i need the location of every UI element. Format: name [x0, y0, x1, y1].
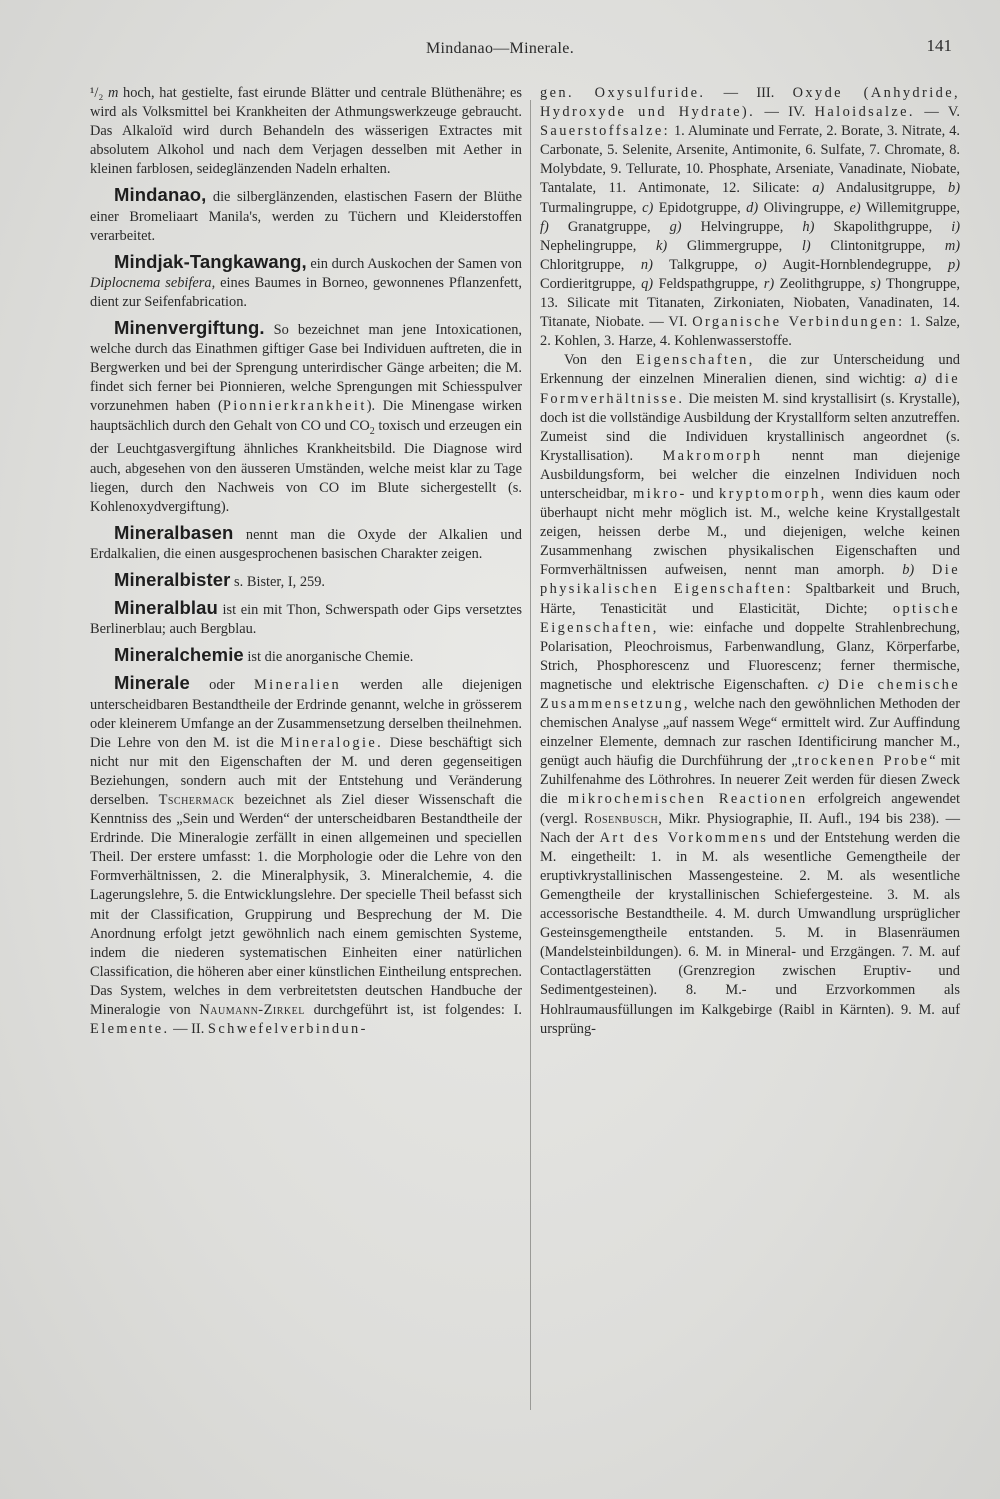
- list-marker: d): [746, 199, 759, 216]
- body-text: bezeichnet als Ziel dieser Wissenschaft die Kenntniss des „Sein und Werden“ der unterscheidbaren Bestandtheile der Erdrinde. Die Mineralogie zerfällt in einen allgemeinen und speciellen Theil. Der erstere umfasst: 1. die Morphologie oder die Lehre von den Formverhältnissen, 2. die Mineralphysik, 3. Mineralchemie, 4. die Lagerungslehre, 5. die Entwicklungslehre. Der specielle Theil befasst sich mit der Classification, Gruppirung und Besprechung der M. Die Anordnung erfolgt jetzt gewöhnlich nach einem gemischten Systeme, indem die niederen systematischen Einheiten einer natürlichen Classification, die höheren aber einer künstlichen Eintheilung entsprechen. Das System, welches in dem verbreitetsten deutschen Handbuche der Mineralogie von: [90, 791, 522, 1018]
- spaced-term: Pionnierkrankheit: [222, 398, 367, 415]
- left-column: [90, 84, 522, 1039]
- body-text: 1. Aluminate und Ferrate, 2. Borate, 3. Nitrate, 4. Carbonate, 5. Selenite, Arsenite, Antimonite, 6. Sulfate, 7. Chromate, 8. Molybdate, 9. Tellurate, 10. Phosphate, Arseniate, Vanadinate, Niobate, Tantalate, 11. Antimonate, 12. Silicate:: [540, 123, 960, 197]
- properties-paragraph: [540, 351, 960, 1038]
- headword: Mindjak-Tangkawang,: [114, 250, 307, 272]
- body-text: ist ein mit Thon, Schwerspath oder Gips versetztes Berlinerblau; auch Bergblau.: [90, 602, 522, 638]
- page-header: [0, 36, 1000, 60]
- entry-mineralblau: [90, 598, 522, 639]
- spaced-term: Die physikalischen Eigenschaften:: [540, 562, 960, 598]
- headword: Mineralbister: [114, 569, 231, 591]
- list-marker: l): [801, 237, 811, 254]
- body-text: Spaltbarkeit und Bruch, Härte, Tenasticität und Elasticität, Dichte;: [540, 581, 961, 617]
- spaced-term: kryptomorph,: [719, 485, 827, 502]
- body-text: [914, 562, 932, 578]
- spaced-term: Organische Verbindungen:: [692, 314, 905, 331]
- body-text: So bezeichnet man jene Intoxicationen, welche durch das Einathmen giftiger Gase bei Individuen auftreten, die in Bergwerken und bei der Sprengung unterirdischer Gänge arbeiten; die M. findet sich ferner bei Pionnieren, welche Sprengungen mit Schiesspulver vorzunehmen haben (: [90, 322, 522, 415]
- entry-mineralchemie: [90, 645, 522, 667]
- body-text: Willemitgruppe,: [860, 199, 960, 216]
- body-text: Granatgruppe,: [548, 218, 670, 235]
- body-text: eines Baumes in Borneo, gewonnenes Pflanzenfett, dient zur Seifenfabrication.: [90, 274, 523, 310]
- list-marker: b): [902, 562, 915, 579]
- body-text: toxisch und erzeugen ein der Leuchtgasvergiftung ähnliches Krankheitsbild. Die Diagnose wird auch, abgesehen von den äusseren Umständen, welche meist klar zu Tage liegen, durch den Nachweis von CO im Blute sichergestellt (s. Kohlenoxydvergiftung).: [90, 417, 522, 515]
- body-text: Helvingruppe,: [681, 218, 803, 235]
- body-text: Die meisten M. sind krystallisirt (s. Krystalle), doch ist die vollständige Ausbildung der Krystallform selten anzutreffen. Zumeist sind die Individuen krystallinisch angeordnet (s. Krystallisation).: [540, 390, 960, 464]
- headword: Minenvergiftung.: [114, 317, 265, 339]
- list-marker: f): [540, 218, 549, 235]
- body-text: die silberglänzenden, elastischen Fasern der Blüthe einer Bromeliaart Manila's, werden zu Tüchern und Kleiderstoffen verarbeitet.: [90, 189, 522, 244]
- body-text: Von den: [564, 352, 637, 369]
- body-text: Clintonitgruppe,: [810, 237, 945, 254]
- body-text: — II.: [169, 1021, 208, 1038]
- author-name: Naumann-Zirkel: [199, 1002, 305, 1018]
- spaced-term: die Formverhältnisse.: [540, 371, 960, 407]
- body-text: nennt man die Oxyde der Alkalien und Erdalkalien, die einen ausgesprochenen basischen Charakter zeigen.: [90, 526, 522, 562]
- list-marker: i): [951, 218, 961, 235]
- body-text: — V.: [914, 104, 960, 121]
- list-marker: n): [640, 256, 653, 273]
- body-text: [829, 677, 838, 693]
- body-text: Andalusitgruppe,: [824, 180, 948, 197]
- spaced-term: mikrochemischen Reactionen: [567, 791, 808, 808]
- spaced-term: Art des Vorkommens: [599, 829, 769, 846]
- list-marker: c): [642, 199, 654, 216]
- body-text: ein durch Auskochen der Samen von: [306, 255, 522, 272]
- entry-mindjak-tangkawang: [90, 252, 522, 312]
- list-marker: c): [817, 676, 829, 693]
- body-text: Diese beschäftigt sich nicht nur mit den Eigenschaften der M. und deren gegenseitigen Beziehungen, sondern auch mit der Entstehung und Veränderung derselben.: [90, 734, 522, 808]
- body-text: Epidotgruppe,: [653, 199, 747, 216]
- entry-minenvergiftung: [90, 318, 522, 517]
- body-text: Turmalingruppe,: [540, 199, 643, 216]
- list-marker: o): [754, 256, 767, 273]
- spaced-term: Sauerstoffsalze:: [540, 123, 671, 140]
- body-text: s. Bister, I, 259.: [230, 574, 326, 591]
- body-text: Mikr. Physiographie, II. Aufl., 194 bis 238). — Nach der: [540, 810, 961, 846]
- headword: Mineralbasen: [114, 521, 234, 543]
- body-text: Talkgruppe,: [652, 256, 755, 273]
- body-text: Skapolithgruppe,: [814, 218, 952, 235]
- body-text: Chloritgruppe,: [540, 256, 641, 273]
- spaced-term: mikro-: [633, 485, 687, 502]
- classification-paragraph: [540, 84, 960, 351]
- body-text: Thongruppe, 13. Silicate mit Titanaten, Zirkoniaten, Niobaten, Vanadinaten, 14. Titanate, Niobate. — VI.: [540, 275, 960, 331]
- list-marker: h): [802, 218, 815, 235]
- column-divider: [530, 100, 531, 1410]
- fraction-text: ¹/₂: [90, 85, 108, 101]
- body-text: — IV.: [755, 104, 815, 121]
- unit-text: m: [107, 85, 119, 101]
- body-text: ist die anorganische Chemie.: [243, 649, 414, 666]
- entry-mineralbister: [90, 570, 522, 592]
- spaced-term: Haloidsalze.: [814, 104, 915, 121]
- spaced-term: Mineralogie.: [280, 734, 384, 751]
- body-text: wenn dies kaum oder überhaupt nicht mehr möglich ist. M., welche keine Krystallgestalt zeigen, heissen derbe M., und diejenigen, welche keinen Zusammenhang zwischen physikalischen Eigenschaften und Formverhältnissen aufweisen, nennt man amorph.: [540, 485, 960, 579]
- spaced-term: Eigenschaften,: [636, 352, 755, 369]
- body-text: Olivingruppe,: [758, 199, 850, 216]
- body-text: 1. Salze, 2. Kohlen, 3. Harze, 4. Kohlenwasserstoffe.: [540, 314, 960, 350]
- author-name: Tschermack: [158, 791, 235, 808]
- list-marker: s): [870, 275, 881, 292]
- body-text: und der Entstehung werden die M. eingetheilt: 1. in M. als wesentliche Gemengtheile der eruptivkrystallinischen Massengesteine. 2. M. als wesentliche Gemengtheile der krystallinischen Schiefergesteine. 3. M. als accessorische Bestandtheile. 4. M. durch Umwandlung ursprüglicher Gesteinsgemengtheile entstanden. 5. M. in Blasenräumen (Mandelsteinbildungen). 6. M. in Mineral- und Erzgängen. 7. M. auf Contactlagerstätten (Grenzregion zwischen Eruptiv- und Sedimentgesteinen). 8. M.- und Erzvorkommen als Hohlraumausfüllungen im Kalkgebirge (Raibl in Kärnten). 9. M. auf ursprüng-: [540, 829, 960, 1037]
- right-column: [540, 84, 960, 1039]
- author-name: Rosenbusch,: [584, 810, 663, 827]
- spaced-term: Die chemische Zusammensetzung,: [540, 676, 960, 712]
- body-text: die zur Unterscheidung und Erkennung der einzelnen Mineralien dienen, sind wichtig:: [540, 352, 960, 388]
- spaced-term: Oxyde (Anhydride, Hydroxyde und Hydrate).: [540, 85, 960, 121]
- body-text: oder: [189, 677, 254, 694]
- list-marker: q): [641, 275, 654, 292]
- entry-continuation: [90, 84, 522, 179]
- list-marker: g): [669, 218, 682, 235]
- body-text: und: [686, 485, 720, 502]
- headword: Mindanao,: [114, 184, 207, 206]
- headword: Minerale: [114, 672, 190, 694]
- list-marker: a): [812, 180, 825, 197]
- spaced-term: Schwefelverbindun-: [207, 1021, 368, 1038]
- body-text: Feldspathgruppe,: [653, 275, 764, 292]
- body-text: [926, 371, 935, 387]
- list-marker: m): [944, 237, 961, 254]
- spaced-term: gen. Oxysulfuride.: [540, 85, 706, 101]
- body-text: Zeolithgruppe,: [774, 275, 871, 292]
- running-title: Mindanao—Minerale.: [425, 40, 575, 57]
- body-text: ). Die Minengase wirken hauptsächlich durch den Gehalt von CO und CO: [90, 398, 522, 434]
- headword: Mineralchemie: [114, 644, 244, 666]
- body-text: Glimmergruppe,: [667, 237, 802, 254]
- headword: Mineralblau: [114, 597, 218, 619]
- list-marker: b): [948, 180, 960, 197]
- list-marker: k): [656, 237, 668, 254]
- body-text: Cordieritgruppe,: [540, 275, 642, 292]
- body-text: erfolgreich angewendet (vergl.: [540, 791, 960, 827]
- spaced-term: optische Eigenschaften,: [540, 600, 960, 636]
- body-text: durchgeführt ist, ist folgendes: I.: [304, 1002, 522, 1018]
- body-text: wie: einfache und doppelte Strahlenbrechung, Polarisation, Pleochroismus, Farbenwandlung, Glanz, Körperfarbe, Strich, Phosphorescenz und Fluorescenz; ferner thermische, magnetische und elektrische Eigenschaften.: [540, 619, 960, 693]
- spaced-term: Mineralien: [253, 677, 342, 694]
- list-marker: e): [849, 199, 861, 216]
- body-text: hoch, hat gestielte, fast eirunde Blätter und centrale Blüthenähre; es wird als Volksmittel bei Krankheiten der Athmungswerkzeuge gebraucht. Das Alkaloïd wird durch Behandeln des wässerigen Extractes mit absolutem Alkohol und nach dem Verjagen desselben mit Aether in kleinen farblosen, seideglänzenden Nadeln erhalten.: [90, 85, 522, 178]
- entry-mineralbasen: [90, 523, 522, 564]
- list-marker: a): [914, 371, 927, 388]
- spaced-term: Elemente.: [90, 1021, 170, 1038]
- body-text: “ mit Zuhilfenahme des Löthrohres. In neuerer Zeit werden für diesen Zweck die: [540, 753, 960, 808]
- body-text: nennt man diejenige Ausbildungsform, bei welcher die einzelnen Individuen noch unterscheidbar,: [540, 447, 960, 502]
- body-text: Nephelingruppe,: [540, 237, 657, 254]
- body-text: welche nach den gewöhnlichen Methoden der chemischen Analyse „auf nassem Wege“ ermittelt wird. Zur Auffindung einzelner Elemente, demnach zur raschen Identificirung mancher M., genügt auch häufig die Durchführung der „: [540, 696, 960, 770]
- species-name: Diplocnema sebifera,: [90, 274, 216, 291]
- body-text: werden alle diejenigen unterscheidbaren Bestandtheile der Erdrinde genannt, welche in grösserem oder kleinerem Umfange an der Zusammensetzung derselben theilnehmen. Die Lehre von den M. ist die: [90, 677, 523, 751]
- list-marker: r): [763, 275, 775, 292]
- list-marker: p): [948, 256, 961, 273]
- spaced-term: trockenen Probe: [797, 753, 930, 770]
- body-text: — III.: [705, 85, 793, 101]
- entry-mindanao: [90, 185, 522, 245]
- spaced-term: Makromorph: [662, 447, 763, 464]
- entry-minerale: [90, 673, 522, 1039]
- subscript: 2: [369, 425, 375, 437]
- body-text: Augit-Hornblendegruppe,: [766, 256, 949, 273]
- page-number: 141: [926, 36, 952, 55]
